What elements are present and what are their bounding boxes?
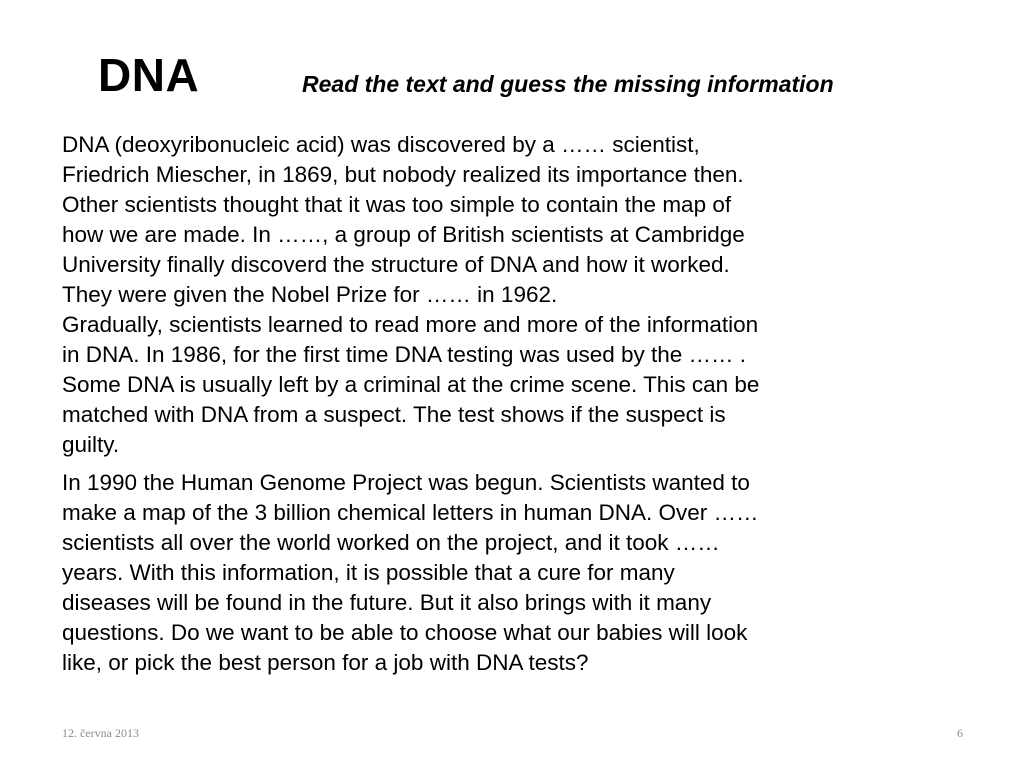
slide-subtitle: Read the text and guess the missing information [302, 71, 834, 97]
slide-title: DNA [98, 49, 200, 101]
paragraph-genome-project: In 1990 the Human Genome Project was begun. Scientists wanted to make a map of the 3 billion chemical letters in human DNA. Over …… scientists all over the world worked on the project, and it took …… years. With this information, it is possible that a cure for many diseases will be found in the future. But it also brings with it many questions. Do we want to be able to choose what our babies will look like, or pick the best person for a job with DNA tests? [62, 470, 759, 675]
title-row [98, 44, 978, 114]
footer-date: 12. června 2013 [62, 726, 139, 740]
paragraph-dna-testing: Gradually, scientists learned to read more and more of the information in DNA. In 1986, for the first time DNA testing was used by the …… . Some DNA is usually left by a criminal at the crime scene. This can be matched with DNA from a suspect. The test shows if the suspect is guilty. [62, 312, 760, 457]
paragraph-discovery: DNA (deoxyribonucleic acid) was discovered by a …… scientist, Friedrich Miescher, in 1869, but nobody realized its importance then. Other scientists thought that it was too simple to contain the map of how we are made. In ……, a group of British scientists at Cambridge University finally discoverd the structure of DNA and how it worked. They were given the Nobel Prize for …… in 1962. [62, 132, 745, 307]
body-text [62, 130, 962, 678]
footer-page-number: 6 [957, 726, 963, 740]
